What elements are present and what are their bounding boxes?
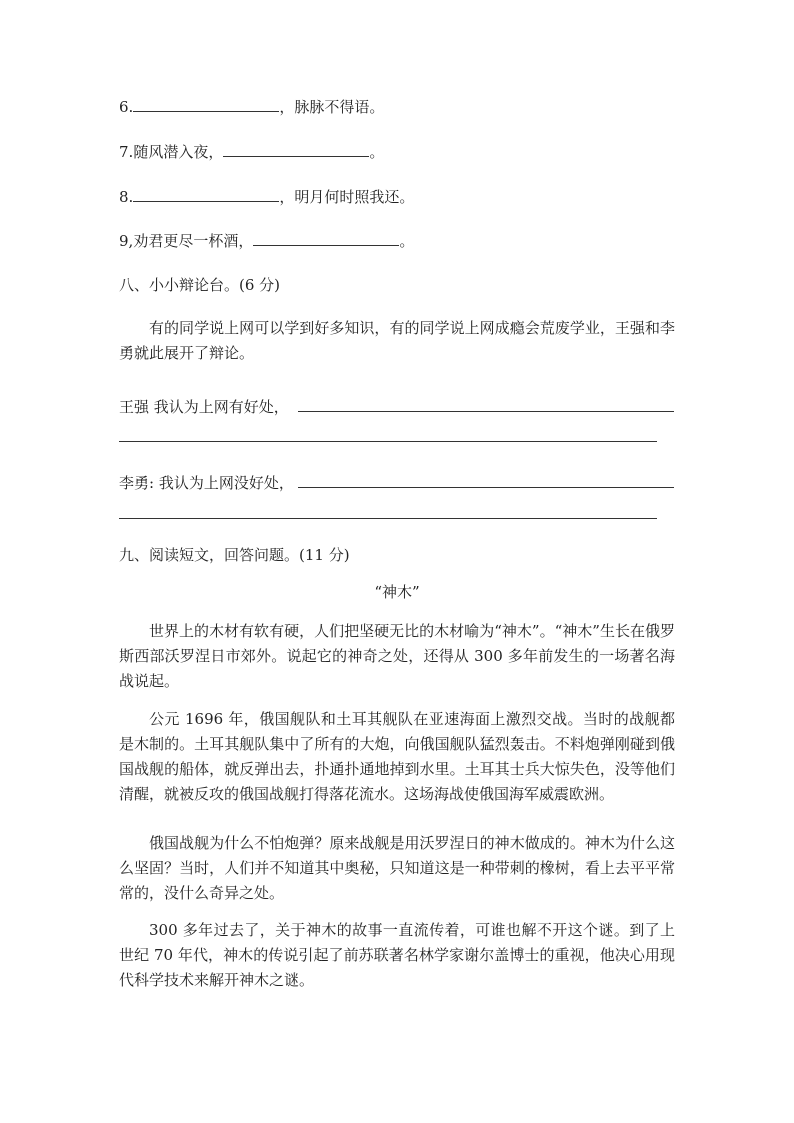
item-text: 。 bbox=[369, 143, 385, 161]
passage-title: “神木” bbox=[374, 583, 420, 601]
passage-paragraph-4: 300 多年过去了，关于神木的故事一直流传着，可谁也解不开这个谜。到了上世纪 70 年代，神木的传说引起了前苏联著名林学家谢尔盖博士的重视，他决心用现代科学技术来解开神木之谜。 bbox=[119, 921, 675, 989]
blank-item-7 bbox=[119, 141, 384, 163]
blank-item-6 bbox=[119, 96, 384, 118]
li-yong-label: 李勇: 我认为上网没好处， bbox=[119, 474, 294, 492]
passage-paragraph-3: 俄国战舰为什么不怕炮弹？原来战舰是用沃罗涅日的神木做成的。神木为什么这么坚固？当时，人们并不知道其中奥秘，只知道这是一种带刺的橡树，看上去平平常常的，没什么奇异之处。 bbox=[119, 834, 675, 902]
item-number: 9, bbox=[119, 232, 134, 250]
answer-blank[interactable] bbox=[133, 96, 279, 112]
answer-blank[interactable] bbox=[223, 141, 369, 157]
section-9-heading: 九、阅读短文，回答问题。(11 分) bbox=[119, 546, 350, 564]
answer-blank[interactable] bbox=[253, 230, 399, 246]
item-text: ，明月何时照我还。 bbox=[279, 188, 415, 206]
answer-line[interactable] bbox=[119, 441, 657, 442]
item-text: 。 bbox=[399, 232, 415, 250]
wang-qiang-label: 王强 我认为上网有好处， bbox=[119, 398, 289, 416]
item-number: 6. bbox=[119, 98, 134, 116]
blank-item-9 bbox=[119, 230, 414, 252]
answer-blank[interactable] bbox=[133, 186, 279, 202]
blank-item-8 bbox=[119, 186, 414, 208]
answer-line[interactable] bbox=[298, 487, 674, 488]
item-number: 8. bbox=[119, 188, 134, 206]
item-text: ，脉脉不得语。 bbox=[279, 98, 385, 116]
answer-line[interactable] bbox=[298, 411, 674, 412]
section-8-heading: 八、小小辩论台。(6 分) bbox=[119, 276, 281, 294]
answer-line[interactable] bbox=[119, 518, 657, 519]
passage-paragraph-1: 世界上的木材有软有硬，人们把坚硬无比的木材喻为“神木”。“神木”生长在俄罗斯西部沃罗涅日市郊外。说起它的神奇之处，还得从 300 多年前发生的一场著名海战说起。 bbox=[119, 622, 675, 690]
item-text: 劝君更尽一杯酒， bbox=[133, 232, 254, 250]
section-8-intro: 有的同学说上网可以学到好多知识，有的同学说上网成瘾会荒废学业，王强和李勇就此展开了辩论。 bbox=[119, 319, 675, 362]
passage-paragraph-2: 公元 1696 年，俄国舰队和土耳其舰队在亚速海面上激烈交战。当时的战舰都是木制的。土耳其舰队集中了所有的大炮，向俄国舰队猛烈轰击。不料炮弹刚碰到俄国战舰的船体，就反弹出去，扑通扑通地掉到水里。土耳其士兵大惊失色，没等他们清醒，就被反攻的俄国战舰打得落花流水。这场海战使俄国海军威震欧洲。 bbox=[119, 710, 675, 803]
item-number: 7. bbox=[119, 143, 134, 161]
item-text: 随风潜入夜， bbox=[133, 143, 224, 161]
